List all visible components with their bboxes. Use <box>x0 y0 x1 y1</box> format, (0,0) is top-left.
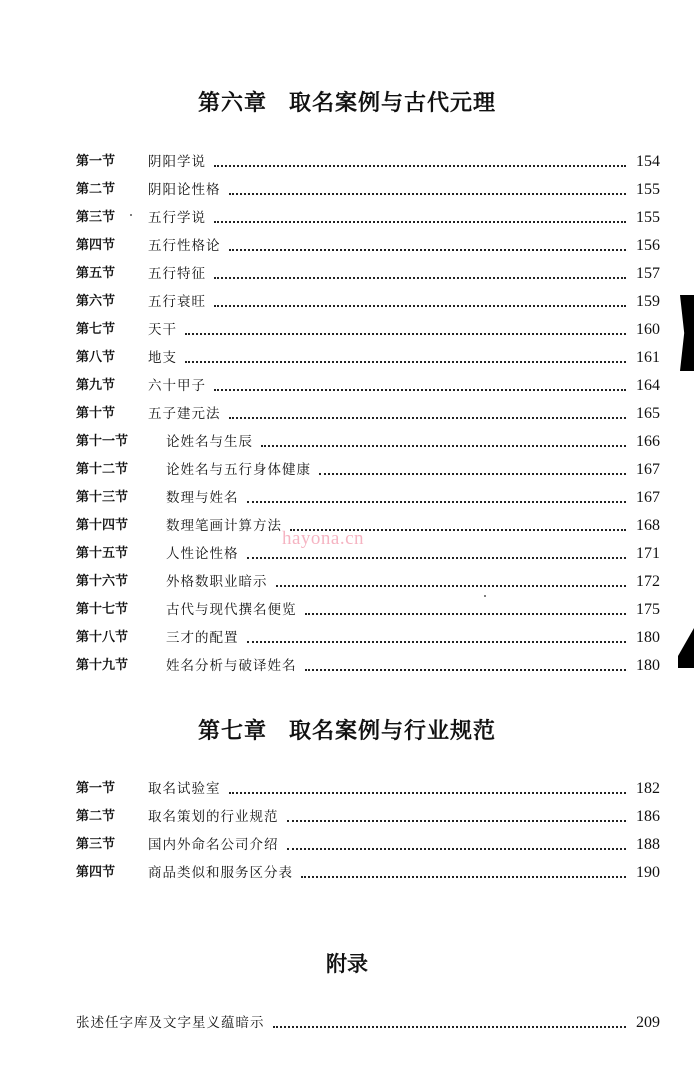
toc-section-title: 地支 <box>148 350 177 366</box>
toc-section-title: 人性论性格 <box>166 546 239 562</box>
toc-section-number: 第四节 <box>76 238 116 253</box>
toc-entry <box>76 1009 660 1037</box>
toc-leader-dots <box>273 1025 627 1028</box>
toc-entry <box>76 148 660 176</box>
toc-section-number: 第七节 <box>76 322 116 337</box>
toc-section-title: 论姓名与五行身体健康 <box>166 462 311 478</box>
toc-section-number: 第二节 <box>76 809 116 824</box>
toc-entry <box>76 288 660 316</box>
chapter-7-title <box>0 714 694 745</box>
toc-page-number: 157 <box>636 265 660 282</box>
toc-leader-dots <box>319 472 626 475</box>
toc-page-number: 175 <box>636 601 660 618</box>
toc-section-number: 第一节 <box>76 154 116 169</box>
toc-section-title: 论姓名与生辰 <box>166 434 253 450</box>
toc-entry <box>76 859 660 887</box>
toc-entry <box>76 456 660 484</box>
toc-section-title: 张述任字库及文字星义蕴暗示 <box>76 1015 265 1031</box>
toc-page-number: 168 <box>636 517 660 534</box>
print-speck <box>130 214 132 216</box>
toc-leader-dots <box>185 332 626 335</box>
toc-leader-dots <box>247 640 627 643</box>
toc-section-number: 第一节 <box>76 781 116 796</box>
toc-entry <box>76 484 660 512</box>
toc-page-number: 154 <box>636 153 660 170</box>
toc-section-title: 阴阳学说 <box>148 154 206 170</box>
toc-leader-dots <box>287 847 627 850</box>
toc-page-number: 186 <box>636 808 660 825</box>
toc-section-title: 五行性格论 <box>148 238 221 254</box>
watermark-text: hayona.cn <box>282 528 365 549</box>
toc-section-number: 第十一节 <box>76 434 129 449</box>
toc-leader-dots <box>261 444 626 447</box>
toc-page-number: 156 <box>636 237 660 254</box>
toc-page-number: 165 <box>636 405 660 422</box>
chapter-7-number: 第七章 <box>197 718 267 744</box>
toc-section-number: 第八节 <box>76 350 116 365</box>
toc-leader-dots <box>229 416 627 419</box>
toc-section-title: 五行特征 <box>148 266 206 282</box>
toc-leader-dots <box>301 875 626 878</box>
toc-section-title: 三才的配置 <box>166 630 239 646</box>
toc-entry <box>76 803 660 831</box>
toc-entry <box>76 260 660 288</box>
toc-leader-dots <box>305 668 627 671</box>
toc-section-number: 第五节 <box>76 266 116 281</box>
toc-section-number: 第十八节 <box>76 630 129 645</box>
toc-section-title: 天干 <box>148 322 177 338</box>
toc-entry <box>76 568 660 596</box>
toc-section-title: 数理与姓名 <box>166 490 239 506</box>
toc-entry <box>76 624 660 652</box>
toc-entry <box>76 540 660 568</box>
toc-entry <box>76 344 660 372</box>
toc-entry <box>76 596 660 624</box>
toc-leader-dots <box>214 304 626 307</box>
toc-page-number: 190 <box>636 864 660 881</box>
toc-entry <box>76 372 660 400</box>
toc-entry <box>76 232 660 260</box>
toc-section-title: 阴阳论性格 <box>148 182 221 198</box>
toc-section-title: 取名策划的行业规范 <box>148 809 279 825</box>
toc-page-number: 159 <box>636 293 660 310</box>
toc-section-number: 第六节 <box>76 294 116 309</box>
toc-page-number: 155 <box>636 209 660 226</box>
toc-section-number: 第三节 <box>76 837 116 852</box>
toc-entry <box>76 400 660 428</box>
toc-section-number: 第十五节 <box>76 546 129 561</box>
chapter-7-toc-list <box>76 775 660 887</box>
toc-entry <box>76 316 660 344</box>
toc-leader-dots <box>185 360 626 363</box>
chapter-6-title <box>0 86 694 117</box>
toc-section-title: 六十甲子 <box>148 378 206 394</box>
toc-section-number: 第九节 <box>76 378 116 393</box>
toc-section-number: 第十四节 <box>76 518 129 533</box>
toc-entry <box>76 176 660 204</box>
page-edge-mark-bottom <box>678 628 694 668</box>
toc-page-number: 167 <box>636 461 660 478</box>
toc-page-number: 188 <box>636 836 660 853</box>
chapter-6-number: 第六章 <box>197 90 267 116</box>
toc-page-number: 161 <box>636 349 660 366</box>
toc-section-title: 商品类似和服务区分表 <box>148 865 293 881</box>
toc-section-number: 第十七节 <box>76 602 129 617</box>
toc-leader-dots <box>214 220 626 223</box>
toc-leader-dots <box>247 500 627 503</box>
toc-page-number: 166 <box>636 433 660 450</box>
toc-entry <box>76 652 660 680</box>
toc-section-title: 五行学说 <box>148 210 206 226</box>
toc-leader-dots <box>276 584 627 587</box>
chapter-6-name: 取名案例与古代元理 <box>289 90 497 116</box>
toc-leader-dots <box>229 791 627 794</box>
toc-page-number: 182 <box>636 780 660 797</box>
appendix-title: 附录 <box>326 951 368 976</box>
toc-section-title: 姓名分析与破译姓名 <box>166 658 297 674</box>
toc-section-number: 第三节 <box>76 210 116 225</box>
toc-page-number: 180 <box>636 629 660 646</box>
toc-page-number: 172 <box>636 573 660 590</box>
toc-section-number: 第十三节 <box>76 490 129 505</box>
toc-entry <box>76 204 660 232</box>
toc-leader-dots <box>305 612 627 615</box>
toc-entry <box>76 428 660 456</box>
toc-section-number: 第四节 <box>76 865 116 880</box>
toc-leader-dots <box>214 388 626 391</box>
toc-section-title: 数理笔画计算方法 <box>166 518 282 534</box>
toc-leader-dots <box>229 248 627 251</box>
toc-entry <box>76 512 660 540</box>
toc-section-title: 取名试验室 <box>148 781 221 797</box>
appendix-toc-list <box>76 1009 660 1037</box>
chapter-6-toc-list <box>76 148 660 680</box>
toc-page-number: 180 <box>636 657 660 674</box>
toc-leader-dots <box>247 556 627 559</box>
toc-leader-dots <box>214 164 626 167</box>
toc-page-number: 167 <box>636 489 660 506</box>
toc-page-number: 160 <box>636 321 660 338</box>
print-speck <box>484 595 486 597</box>
toc-leader-dots <box>229 192 627 195</box>
toc-leader-dots <box>287 819 627 822</box>
toc-section-title: 外格数职业暗示 <box>166 574 268 590</box>
toc-section-title: 古代与现代撰名便览 <box>166 602 297 618</box>
chapter-7-name: 取名案例与行业规范 <box>289 718 497 744</box>
toc-entry <box>76 775 660 803</box>
toc-entry <box>76 831 660 859</box>
toc-section-title: 五子建元法 <box>148 406 221 422</box>
toc-page-number: 164 <box>636 377 660 394</box>
toc-section-title: 国内外命名公司介绍 <box>148 837 279 853</box>
toc-page-number: 155 <box>636 181 660 198</box>
toc-section-number: 第十九节 <box>76 658 129 673</box>
toc-section-number: 第十二节 <box>76 462 129 477</box>
toc-page-number: 209 <box>636 1014 660 1031</box>
toc-leader-dots <box>214 276 626 279</box>
toc-section-number: 第十六节 <box>76 574 129 589</box>
page-edge-mark-top <box>680 295 694 371</box>
toc-section-title: 五行衰旺 <box>148 294 206 310</box>
toc-section-number: 第十节 <box>76 406 116 421</box>
toc-section-number: 第二节 <box>76 182 116 197</box>
toc-page-number: 171 <box>636 545 660 562</box>
